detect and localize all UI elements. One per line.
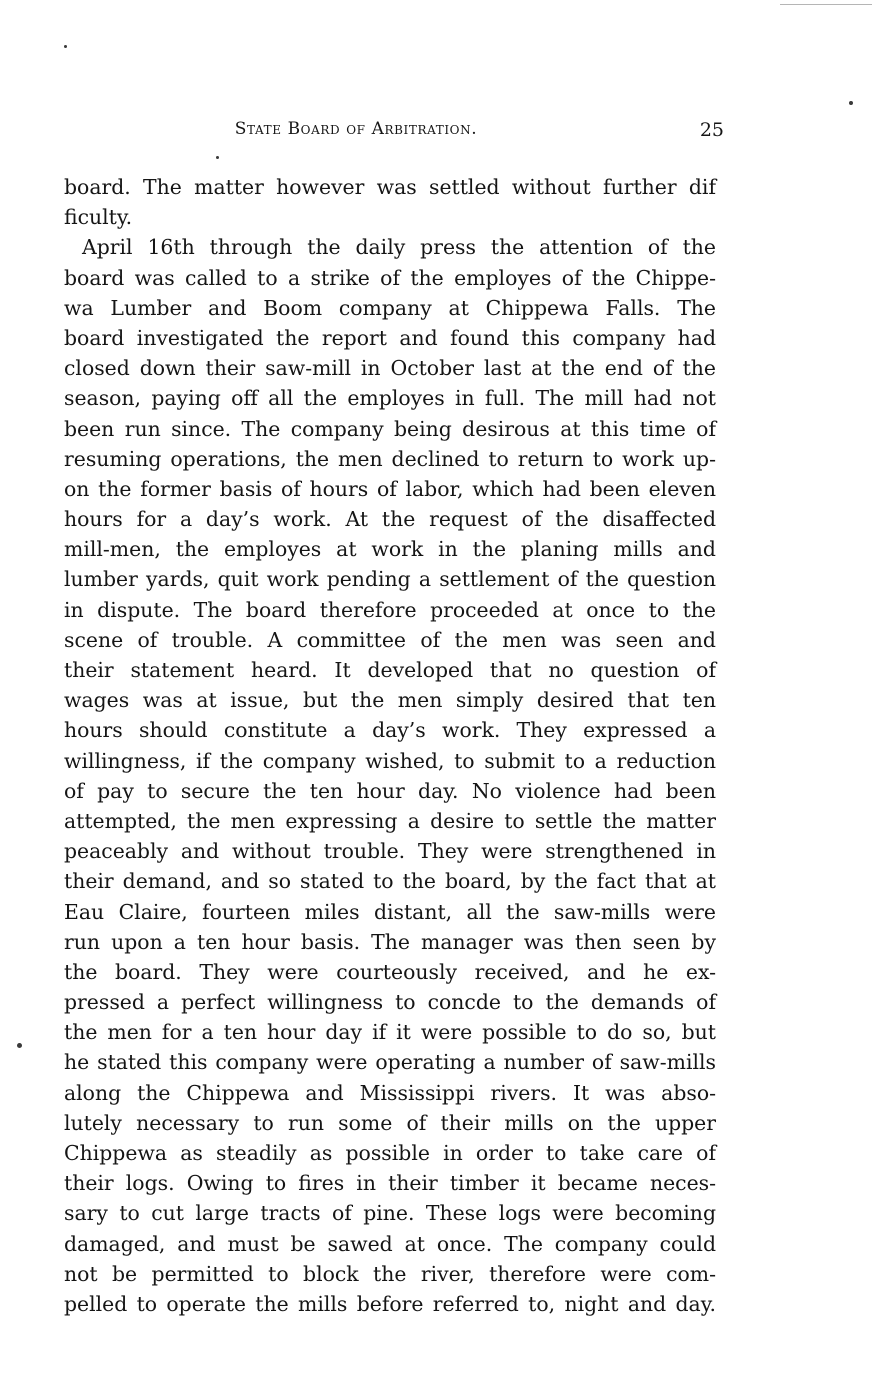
text-line: their logs. Owing to fires in their timber it became neces-: [64, 1171, 716, 1196]
text-line: ficulty.: [64, 205, 133, 230]
text-line: pressed a perfect willingness to concde to the demands of: [64, 990, 716, 1015]
text-line: wages was at issue, but the men simply desired that ten: [64, 688, 716, 713]
text-line: board was called to a strike of the employes of the Chippe-: [64, 265, 716, 290]
print-speck: [216, 156, 219, 159]
text-line: he stated this company were operating a number of saw-mills: [64, 1050, 716, 1075]
text-line: the men for a ten hour day if it were possible to do so, but: [64, 1020, 716, 1045]
text-line: mill-men, the employes at work in the planing mills and: [64, 537, 716, 562]
text-line: along the Chippewa and Mississippi rivers. It was abso-: [64, 1080, 716, 1105]
print-speck: [17, 1043, 22, 1048]
page-edge-rule: [780, 4, 872, 5]
text-line: season, paying off all the employes in full. The mill had not: [64, 386, 716, 411]
text-line: in dispute. The board therefore proceeded at once to the: [64, 597, 716, 622]
text-line: of pay to secure the ten hour day. No violence had been: [64, 778, 716, 803]
text-line: their statement heard. It developed that no question of: [64, 658, 716, 682]
page-header: [64, 119, 724, 145]
text-line: hours for a day’s work. At the request of the disaffected: [64, 507, 716, 532]
text-line: their demand, and so stated to the board, by the fact that at: [64, 869, 716, 894]
text-line: damaged, and must be sawed at once. The company could: [64, 1231, 716, 1256]
running-head: State Board of Arbitration.: [234, 119, 478, 139]
print-speck: [849, 101, 853, 105]
text-line: board investigated the report and found this company had: [64, 325, 716, 350]
text-line: willingness, if the company wished, to submit to a reduction: [64, 748, 716, 773]
text-line: pelled to operate the mills before referred to, night and day.: [64, 1291, 716, 1316]
text-line: lutely necessary to run some of their mills on the upper: [64, 1110, 716, 1135]
text-line: Chippewa as steadily as possible in order to take care of: [64, 1141, 716, 1165]
text-line: been run since. The company being desirous at this time of: [64, 416, 716, 441]
body-text: [64, 172, 716, 1319]
page-number: 25: [699, 119, 724, 141]
text-line: peaceably and without trouble. They were strengthened in: [64, 839, 716, 864]
text-line: board. The matter however was settled without further dif: [64, 175, 716, 199]
text-line: on the former basis of hours of labor, which had been eleven: [64, 476, 716, 501]
text-line: resuming operations, the men declined to return to work up-: [64, 446, 716, 471]
text-line: lumber yards, quit work pending a settlement of the question: [64, 567, 716, 592]
print-speck: [64, 45, 67, 48]
text-line: run upon a ten hour basis. The manager was then seen by: [64, 929, 716, 954]
text-line: attempted, the men expressing a desire to settle the matter: [64, 808, 716, 833]
text-line: sary to cut large tracts of pine. These logs were becoming: [64, 1201, 716, 1226]
text-line: wa Lumber and Boom company at Chippewa Falls. The: [64, 295, 716, 320]
text-line: hours should constitute a day’s work. They expressed a: [64, 718, 716, 743]
text-line: not be permitted to block the river, therefore were com-: [64, 1261, 716, 1286]
text-line: scene of trouble. A committee of the men was seen and: [64, 627, 716, 652]
text-line: April 16th through the daily press the attention of the: [82, 235, 716, 260]
text-line: closed down their saw-mill in October last at the end of the: [64, 356, 716, 381]
text-line: Eau Claire, fourteen miles distant, all the saw-mills were: [64, 899, 716, 924]
text-line: the board. They were courteously received, and he ex-: [64, 959, 716, 984]
